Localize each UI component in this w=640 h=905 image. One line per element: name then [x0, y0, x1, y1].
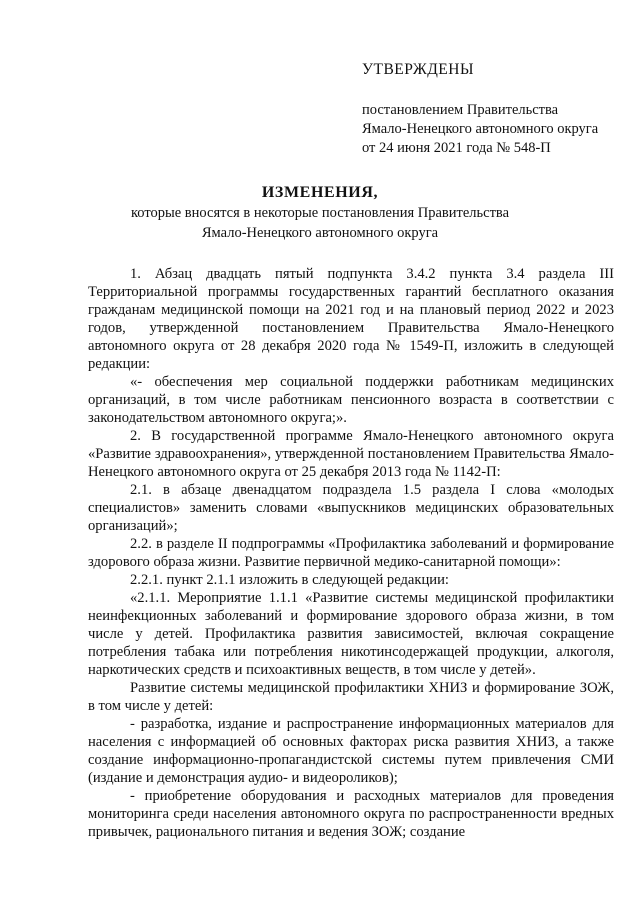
- approval-line: от 24 июня 2021 года № 548-П: [362, 140, 551, 156]
- paragraph: «- обеспечения мер социальной поддержки работникам медицинских организаций, в том числе работникам пенсионного возраста в соответствии с законодательством автономного округа;».: [88, 374, 614, 426]
- document-body: [88, 265, 614, 841]
- paragraph: 2.1. в абзаце двенадцатом подраздела 1.5 раздела I слова «молодых специалистов» заменить словами «выпускников медицинских образовательных организаций»;: [88, 482, 614, 534]
- paragraph: Развитие системы медицинской профилактики ХНИЗ и формирование ЗОЖ, в том числе у детей:: [88, 680, 614, 714]
- document-title: [0, 183, 640, 243]
- paragraph: 2.2.1. пункт 2.1.1 изложить в следующей редакции:: [130, 572, 449, 588]
- paragraph: 1. Абзац двадцать пятый подпункта 3.4.2 пункта 3.4 раздела III Территориальной программы государственных гарантий бесплатного оказания гражданам медицинской помощи на 2021 год и на плановый период 2022 и 2023 годов, утвержденной постановлением Правительства Ямало-Ненецкого автономного округа от 28 декабря 2020 года № 1549-П, изложить в следующей редакции:: [88, 266, 614, 372]
- approval-line: Ямало-Ненецкого автономного округа: [362, 121, 599, 137]
- title-main: ИЗМЕНЕНИЯ,: [261, 184, 379, 201]
- paragraph: «2.1.1. Мероприятие 1.1.1 «Развитие системы медицинской профилактики неинфекционных заболеваний и формирование здорового образа жизни, в том числе у детей. Профилактика развития зависимостей, включая сокращение потребления табака или потребления никотинсодержащей продукции, алкоголя, наркотических средств и психоактивных веществ, в том числе у детей».: [88, 590, 614, 678]
- paragraph: - приобретение оборудования и расходных материалов для проведения мониторинга среди населения автономного округа по распространенности вредных привычек, рационального питания и ведения ЗОЖ; создание: [88, 788, 614, 840]
- approval-line: постановлением Правительства: [362, 102, 559, 118]
- paragraph: 2. В государственной программе Ямало-Ненецкого автономного округа «Развитие здравоохранения», утвержденной постановлением Правительства Ямало-Ненецкого автономного округа от 25 декабря 2013 года № 1142-П:: [88, 428, 614, 480]
- approval-block: [362, 60, 598, 158]
- title-sub: Ямало-Ненецкого автономного округа: [201, 225, 439, 241]
- paragraph: - разработка, издание и распространение информационных материалов для населения с информацией об основных факторах риска развития ХНИЗ, а также создание информационно-пропагандистской системы путем привлечения СМИ (издание и демонстрация аудио- и видеороликов);: [88, 716, 614, 786]
- paragraph: 2.2. в разделе II подпрограммы «Профилактика заболеваний и формирование здорового образа жизни. Развитие первичной медико-санитарной помощи»:: [88, 536, 614, 570]
- approval-heading: УТВЕРЖДЕНЫ: [362, 61, 474, 78]
- title-sub: которые вносятся в некоторые постановления Правительства: [130, 205, 510, 221]
